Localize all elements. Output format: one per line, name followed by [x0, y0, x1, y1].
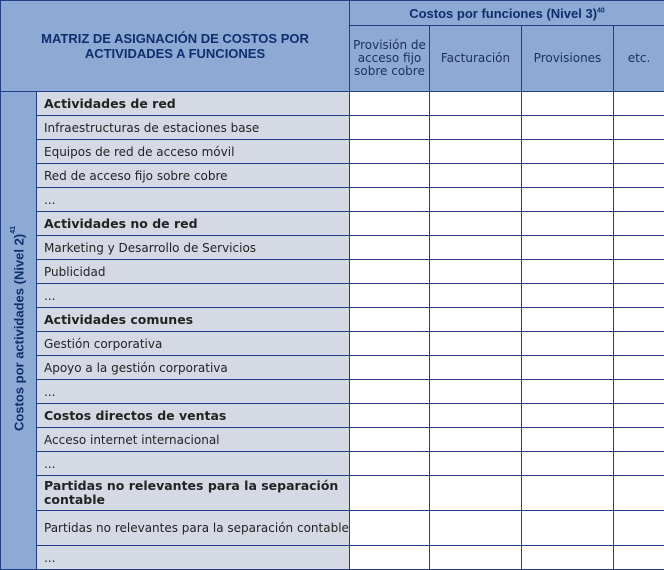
activities-side-label-text: Costos por actividades (Nivel 2)	[12, 234, 27, 431]
allocation-cell[interactable]	[522, 236, 614, 260]
allocation-cell[interactable]	[522, 140, 614, 164]
table-row	[1, 92, 664, 116]
allocation-cell[interactable]	[522, 476, 614, 511]
activities-side-footnote: 41	[10, 226, 17, 234]
table-row	[1, 428, 664, 452]
function-header-provisiones: Provisiones	[522, 26, 614, 92]
allocation-cell[interactable]	[614, 332, 664, 356]
table-row	[1, 140, 664, 164]
allocation-cell[interactable]	[430, 476, 522, 511]
allocation-cell[interactable]	[430, 188, 522, 212]
activity-group-heading: Partidas no relevantes para la separación contable	[37, 476, 350, 511]
allocation-cell[interactable]	[614, 236, 664, 260]
allocation-cell[interactable]	[522, 546, 614, 570]
allocation-cell[interactable]	[350, 140, 430, 164]
allocation-cell[interactable]	[350, 404, 430, 428]
allocation-cell[interactable]	[430, 308, 522, 332]
function-header-facturacion: Facturación	[430, 26, 522, 92]
activity-label: Gestión corporativa	[37, 332, 350, 356]
allocation-cell[interactable]	[350, 380, 430, 404]
allocation-cell[interactable]	[522, 308, 614, 332]
allocation-cell[interactable]	[430, 140, 522, 164]
allocation-cell[interactable]	[522, 260, 614, 284]
allocation-cell[interactable]	[350, 546, 430, 570]
activity-label: Acceso internet internacional	[37, 428, 350, 452]
table-row	[1, 546, 664, 570]
allocation-cell[interactable]	[614, 452, 664, 476]
allocation-cell[interactable]	[430, 511, 522, 546]
activity-label: ...	[37, 284, 350, 308]
allocation-cell[interactable]	[614, 356, 664, 380]
activity-label: Publicidad	[37, 260, 350, 284]
allocation-cell[interactable]	[350, 284, 430, 308]
allocation-cell[interactable]	[430, 546, 522, 570]
allocation-cell[interactable]	[430, 212, 522, 236]
allocation-cell[interactable]	[522, 188, 614, 212]
activity-label: ...	[37, 546, 350, 570]
allocation-cell[interactable]	[522, 212, 614, 236]
allocation-cell[interactable]	[350, 356, 430, 380]
allocation-cell[interactable]	[522, 428, 614, 452]
allocation-cell[interactable]	[430, 92, 522, 116]
allocation-cell[interactable]	[522, 380, 614, 404]
allocation-cell[interactable]	[430, 380, 522, 404]
allocation-cell[interactable]	[522, 404, 614, 428]
activity-label: Apoyo a la gestión corporativa	[37, 356, 350, 380]
matrix-title	[1, 1, 350, 92]
allocation-cell[interactable]	[614, 260, 664, 284]
allocation-cell[interactable]	[430, 452, 522, 476]
allocation-cell[interactable]	[350, 92, 430, 116]
allocation-cell[interactable]	[430, 116, 522, 140]
allocation-cell[interactable]	[350, 332, 430, 356]
function-header-provision: Provisión de acceso fijo sobre cobre	[350, 26, 430, 92]
table-row	[1, 308, 664, 332]
allocation-cell[interactable]	[430, 260, 522, 284]
functions-group-header	[350, 1, 664, 26]
allocation-cell[interactable]	[430, 428, 522, 452]
activity-label: Partidas no relevantes para la separación contable	[37, 511, 350, 546]
table-row	[1, 356, 664, 380]
table-row	[1, 511, 664, 546]
allocation-cell[interactable]	[350, 164, 430, 188]
allocation-cell[interactable]	[614, 284, 664, 308]
allocation-cell[interactable]	[522, 452, 614, 476]
allocation-cell[interactable]	[614, 428, 664, 452]
table-row	[1, 116, 664, 140]
activity-label: ...	[37, 380, 350, 404]
activities-side-label	[10, 226, 26, 431]
allocation-cell[interactable]	[430, 284, 522, 308]
activity-group-heading: Actividades comunes	[37, 308, 350, 332]
allocation-cell[interactable]	[350, 476, 430, 511]
allocation-cell[interactable]	[430, 404, 522, 428]
table-row	[1, 164, 664, 188]
table-row	[1, 212, 664, 236]
allocation-cell[interactable]	[614, 164, 664, 188]
table-row	[1, 380, 664, 404]
activity-label: ...	[37, 452, 350, 476]
allocation-cell[interactable]	[430, 236, 522, 260]
activity-group-heading: Actividades de red	[37, 92, 350, 116]
table-row	[1, 260, 664, 284]
allocation-cell[interactable]	[614, 308, 664, 332]
allocation-cell[interactable]	[350, 308, 430, 332]
matrix-title-text: MATRIZ DE ASIGNACIÓN DE COSTOS POR ACTIVIDADES A FUNCIONES	[41, 31, 309, 61]
allocation-cell[interactable]	[522, 511, 614, 546]
activity-label: Marketing y Desarrollo de Servicios	[37, 236, 350, 260]
allocation-cell[interactable]	[614, 380, 664, 404]
allocation-cell[interactable]	[350, 116, 430, 140]
table-row	[1, 284, 664, 308]
allocation-cell[interactable]	[430, 332, 522, 356]
allocation-cell[interactable]	[614, 546, 664, 570]
allocation-cell[interactable]	[614, 188, 664, 212]
table-row	[1, 332, 664, 356]
allocation-cell[interactable]	[430, 164, 522, 188]
activity-label: Red de acceso fijo sobre cobre	[37, 164, 350, 188]
allocation-cell[interactable]	[522, 164, 614, 188]
allocation-cell[interactable]	[350, 428, 430, 452]
allocation-cell[interactable]	[350, 188, 430, 212]
table-row	[1, 404, 664, 428]
activity-group-heading: Actividades no de red	[37, 212, 350, 236]
allocation-cell[interactable]	[522, 356, 614, 380]
functions-group-footnote: 40	[597, 7, 605, 14]
matrix-body	[1, 92, 664, 570]
allocation-cell[interactable]	[350, 452, 430, 476]
allocation-cell[interactable]	[350, 511, 430, 546]
table-row	[1, 188, 664, 212]
allocation-cell[interactable]	[430, 356, 522, 380]
activity-group-heading: Costos directos de ventas	[37, 404, 350, 428]
table-row	[1, 452, 664, 476]
allocation-cell[interactable]	[350, 236, 430, 260]
allocation-cell[interactable]	[522, 332, 614, 356]
allocation-cell[interactable]	[614, 476, 664, 511]
allocation-cell[interactable]	[522, 116, 614, 140]
table-row	[1, 476, 664, 511]
activity-label: Infraestructuras de estaciones base	[37, 116, 350, 140]
activities-side-header	[1, 92, 37, 570]
allocation-cell[interactable]	[522, 92, 614, 116]
activity-label: Equipos de red de acceso móvil	[37, 140, 350, 164]
table-row	[1, 236, 664, 260]
allocation-cell[interactable]	[614, 404, 664, 428]
allocation-cell[interactable]	[614, 140, 664, 164]
allocation-cell[interactable]	[350, 212, 430, 236]
allocation-cell[interactable]	[522, 284, 614, 308]
function-header-etc: etc.	[614, 26, 664, 92]
allocation-cell[interactable]	[614, 511, 664, 546]
functions-group-label: Costos por funciones (Nivel 3)	[409, 6, 597, 21]
activity-label: ...	[37, 188, 350, 212]
allocation-cell[interactable]	[614, 116, 664, 140]
allocation-cell[interactable]	[614, 212, 664, 236]
allocation-cell[interactable]	[350, 260, 430, 284]
allocation-cell[interactable]	[614, 92, 664, 116]
